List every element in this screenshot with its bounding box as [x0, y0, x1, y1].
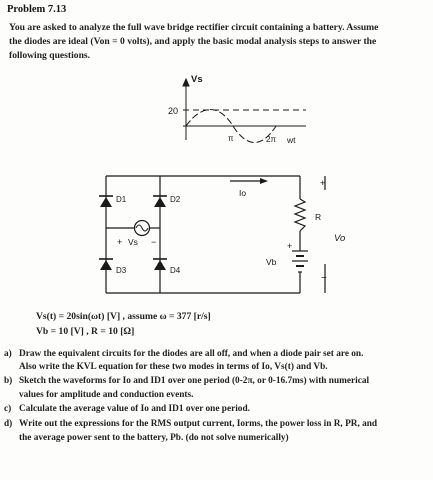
diode-d1 [99, 196, 113, 207]
waveform-tick-2pi: 2π [266, 135, 276, 144]
question-b-number: b) [4, 376, 13, 386]
problem-title: Problem 7.13 [7, 4, 67, 15]
diode-d2-label: D2 [170, 195, 181, 204]
battery-plus-label: + [287, 241, 293, 251]
question-a-line-2: Also write the KVL equation for these two modes in terms of Io, Vs(t) and Vb. [19, 362, 328, 372]
intro-line-1: You are asked to analyze the full wave bridge rectifier circuit containing a battery. Assume [9, 22, 379, 33]
question-b-line-2: values for amplitude and conduction events. [19, 390, 194, 400]
output-voltage-label: Vo [334, 233, 346, 244]
resistor-r [295, 199, 305, 231]
diode-d3 [99, 259, 113, 270]
diode-d1-label: D1 [116, 195, 127, 204]
diode-d4-label: D4 [170, 266, 181, 275]
source-plus-label: + [117, 237, 123, 247]
battery-label: Vb [266, 257, 277, 267]
source-name-label: Vs [128, 237, 138, 247]
waveform-x-label: wt [287, 135, 296, 145]
battery-vb [292, 251, 308, 272]
waveform-amplitude-label: 20 [168, 106, 179, 116]
intro-line-2: the diodes are ideal (Von = 0 volts), and apply the basic modal analysis steps to answer the [9, 36, 377, 47]
vs-waveform-sketch [183, 79, 306, 143]
waveform-axis-arrow [183, 79, 189, 86]
current-arrow [230, 178, 268, 184]
question-c-line-1: Calculate the average value of Io and ID1 over one period. [19, 404, 250, 414]
waveform-tick-pi: π [228, 134, 234, 143]
given-line-1: Vs(t) = 20sin(ωt) [V] , assume ω = 377 [r/s] [36, 311, 211, 322]
diode-d2 [153, 196, 167, 207]
output-minus-label: − [321, 273, 327, 284]
current-label: Io [239, 188, 247, 198]
question-d-line-2: the average power sent to the battery, Pb. (do not solve numerically) [19, 433, 289, 443]
resistor-label: R [315, 212, 322, 222]
question-b-line-1: Sketch the waveforms for Io and ID1 over one period (0-2π, or 0-16.7ms) with numerical [19, 376, 370, 386]
waveform-axis-label: Vs [191, 74, 203, 85]
diode-d4 [153, 259, 167, 270]
question-d-line-1: Write out the expressions for the RMS output current, Iorms, the power loss in R, PR, and [19, 419, 378, 429]
given-line-2: Vb = 10 [V] , R = 10 [Ω] [36, 326, 135, 337]
output-plus-label: + [320, 178, 326, 189]
diode-d3-label: D3 [116, 266, 127, 275]
question-c-number: c) [4, 404, 12, 414]
question-a-number: a) [4, 349, 12, 359]
question-d-number: d) [4, 419, 13, 429]
question-a-line-1: Draw the equivalent circuits for the diodes are all off, and when a diode pair set are on. [19, 349, 364, 359]
intro-line-3: following questions. [9, 50, 91, 61]
source-minus-label: − [151, 237, 157, 247]
ac-source [135, 221, 150, 236]
